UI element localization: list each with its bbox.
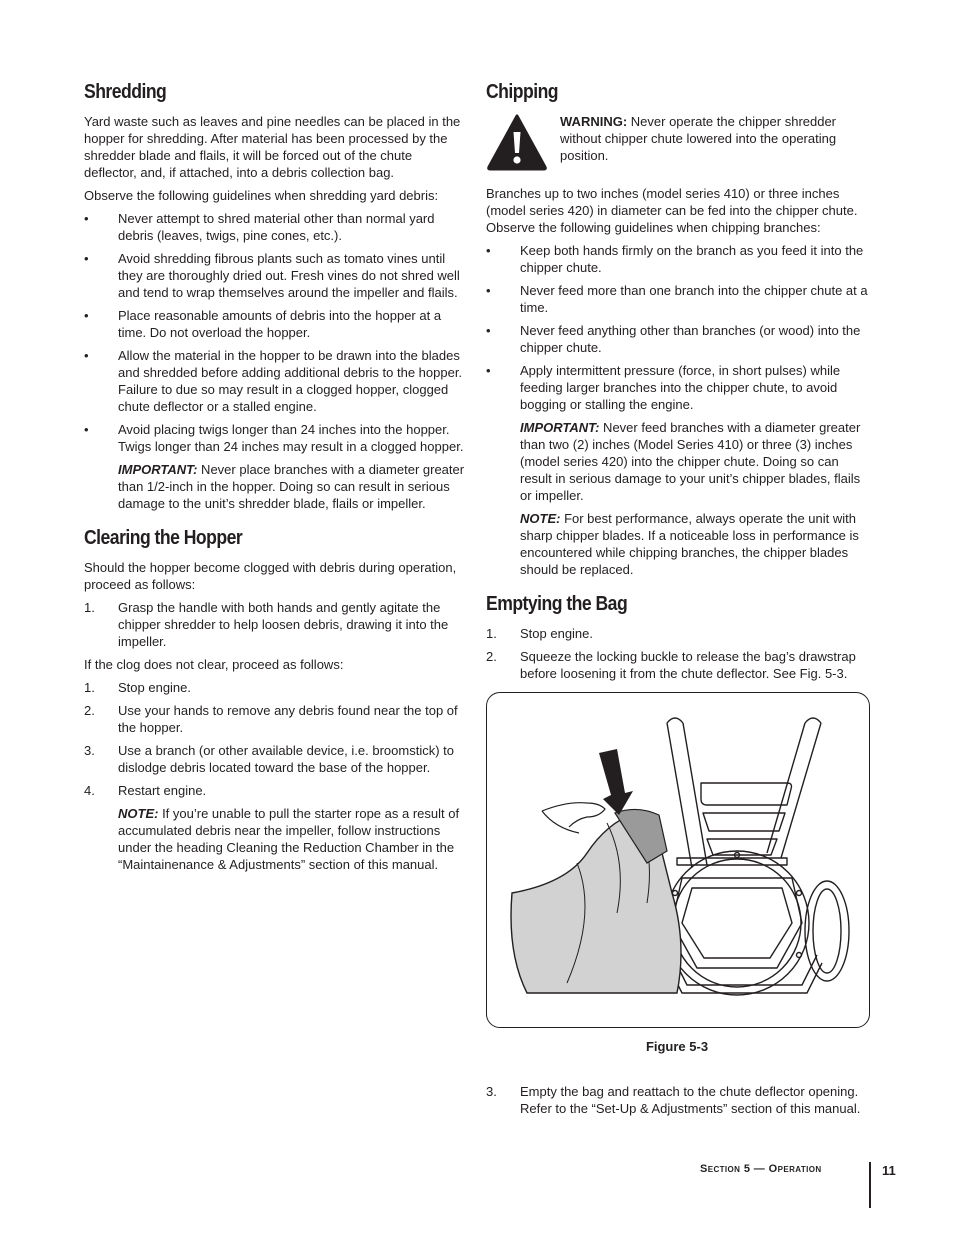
chipping-intro: Branches up to two inches (model series 410) or three inches (model series 420) in diameter can be fed into the chipper chute. Observe the following guidelines when chipping branches: xyxy=(486,186,858,235)
list-item: 2. Squeeze the locking buckle to release the bag’s drawstrap before loosening it from the chute deflector. See Fig. 5-3. xyxy=(486,649,856,681)
warning-triangle-icon xyxy=(486,113,548,171)
list-item: • Never attempt to shred material other than normal yard debris (leaves, twigs, pine cones, etc.). xyxy=(84,211,435,243)
bullet: • xyxy=(84,348,89,363)
list-item: • Allow the material in the hopper to be drawn into the blades and shredded before adding additional debris to the hopper. Failure to due so may result in a clogged hopper, clogged chute deflector or a stalled engine. xyxy=(84,348,463,414)
bullet: • xyxy=(84,211,89,226)
bullet: • xyxy=(486,243,491,258)
clearing-intro: Should the hopper become clogged with debris during operation, proceed as follows: xyxy=(84,560,457,592)
warning-block xyxy=(486,113,872,171)
list-item: 1. Grasp the handle with both hands and gently agitate the chipper shredder to help loosen debris, drawing it into the impeller. xyxy=(84,600,449,649)
list-item: • Avoid shredding fibrous plants such as tomato vines until they are thoroughly dried out. Fresh vines do not shred well and tend to wrap themselves around the impeller and flails. xyxy=(84,251,460,300)
chipper-bag-illustration xyxy=(487,693,869,1027)
shredding-heading: Shredding xyxy=(84,81,167,103)
figure-caption: Figure 5-3 xyxy=(645,1039,709,1054)
list-item: • Place reasonable amounts of debris into the hopper at a time. Do not overload the hopper. xyxy=(84,308,442,340)
list-item: 4. Restart engine. xyxy=(84,783,207,798)
list-item: 1. Stop engine. xyxy=(84,680,192,695)
clearing-note: NOTE: If you’re unable to pull the starter rope as a result of accumulated debris near the impeller, follow instructions under the heading Cleaning the Reduction Chamber in the “Maintainenance & Adjustments” section of this manual. xyxy=(118,806,460,872)
list-item: • Never feed anything other than branches (or wood) into the chipper chute. xyxy=(486,323,861,355)
clearing-first-step xyxy=(84,599,468,650)
list-item: 3. Use a branch (or other available device, i.e. broomstick) to dislodge debris located toward the base of the hopper. xyxy=(84,743,454,775)
shredding-important: IMPORTANT: Never place branches with a diameter greater than 1/2-inch in the hopper. Doing so can result in serious damage to the unit’s shredder blade, flails or impeller. xyxy=(118,462,465,511)
bullet: • xyxy=(84,251,89,266)
emptying-final-step xyxy=(486,1083,872,1117)
page-number: 11 xyxy=(882,1163,896,1178)
list-item: 2. Use your hands to remove any debris found near the top of the hopper. xyxy=(84,703,458,735)
chipping-heading: Chipping xyxy=(486,81,559,103)
warning-text: WARNING: Never operate the chipper shredder without chipper chute lowered into the operating position. xyxy=(560,114,837,163)
chipping-important: IMPORTANT: Never feed branches with a diameter greater than two (2) inches (Model Series 410) or three (3) inches (model series 420) into the chipper chute. Doing so can result in serious damage to your unit’s chipper blades, flails or impeller. xyxy=(520,420,861,503)
clearing-heading: Clearing the Hopper xyxy=(84,527,243,549)
footer-section-label: Section 5 — Operation xyxy=(700,1163,822,1175)
list-item: 1. Stop engine. xyxy=(486,626,594,641)
shredding-guidelines xyxy=(84,210,468,455)
chipping-note: NOTE: For best performance, always operate the unit with sharp chipper blades. If a noticeable loss in performance is encountered while chipping branches, the chipper blades should be replaced. xyxy=(520,511,859,577)
bullet: • xyxy=(84,422,89,437)
chipping-guidelines xyxy=(486,242,872,413)
bullet: • xyxy=(486,323,491,338)
bullet: • xyxy=(84,308,89,323)
list-item: 3. Empty the bag and reattach to the chute deflector opening. Refer to the “Set-Up & Adjustments” section of this manual. xyxy=(486,1084,861,1116)
clearing-if-clog: If the clog does not clear, proceed as follows: xyxy=(84,657,344,672)
clearing-steps xyxy=(84,679,468,799)
emptying-heading: Emptying the Bag xyxy=(486,593,628,615)
list-item: • Avoid placing twigs longer than 24 inches into the hopper. Twigs longer than 24 inches may result in a clogged hopper. xyxy=(84,422,464,454)
list-item: • Keep both hands firmly on the branch as you feed it into the chipper chute. xyxy=(486,243,864,275)
emptying-steps xyxy=(486,625,872,682)
figure-5-3-illustration xyxy=(486,692,870,1028)
bullet: • xyxy=(486,363,491,378)
left-column xyxy=(84,80,468,879)
list-item: • Never feed more than one branch into the chipper chute at a time. xyxy=(486,283,868,315)
shredding-intro: Yard waste such as leaves and pine needles can be placed in the hopper for shredding. After material has been processed by the shredder blade and flails, it will be forced out of the chute deflector, and, if attached, into a debris collection bag. xyxy=(84,114,461,180)
right-column xyxy=(486,80,872,1123)
shredding-observe: Observe the following guidelines when shredding yard debris: xyxy=(84,188,439,203)
footer-divider xyxy=(869,1162,871,1208)
bullet: • xyxy=(486,283,491,298)
list-item: • Apply intermittent pressure (force, in short pulses) while feeding larger branches into the chipper chute, to avoid bogging or stalling the engine. xyxy=(486,363,841,412)
